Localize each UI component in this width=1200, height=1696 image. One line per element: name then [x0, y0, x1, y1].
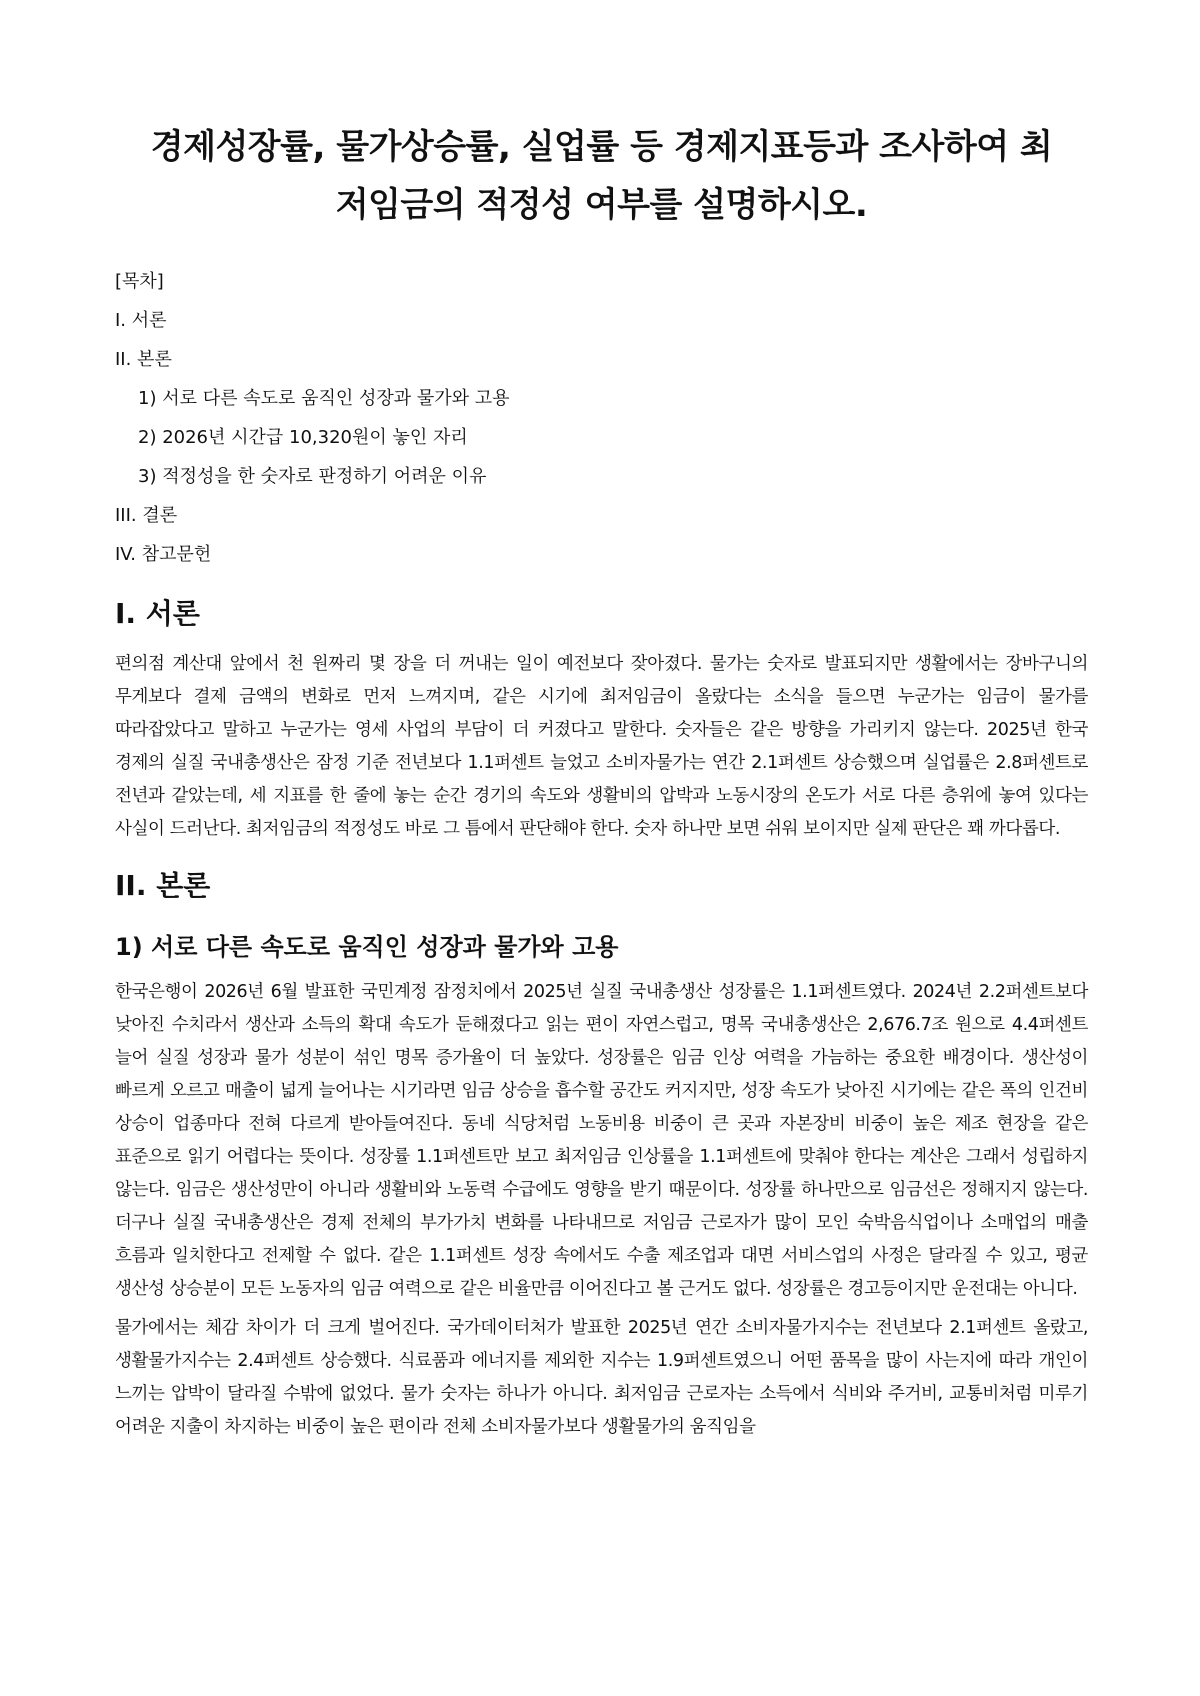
toc-item-body: II. 본론: [115, 349, 172, 370]
toc-subitem-1: 1) 서로 다른 속도로 움직인 성장과 물가와 고용: [138, 388, 510, 409]
toc-item-conclusion: III. 결론: [115, 505, 178, 526]
table-of-contents: [115, 262, 1088, 574]
body-paragraph: 한국은행이 2026년 6월 발표한 국민계정 잠정치에서 2025년 실질 국내총생산 성장률은 1.1퍼센트였다. 2024년 2.2퍼센트보다 낮아진 수치라서 생산과 소득의 확대 속도가 둔해졌다고 읽는 편이 자연스럽고, 명목 국내총생산은 2,676.7조 원으로 4.4퍼센트 늘어 실질 성장과 물가 성분이 섞인 명목 증가율이 더 높았다. 성장률은 임금 인상 여력을 가늠하는 중요한 배경이다. 생산성이 빠르게 오르고 매출이 넓게 늘어나는 시기라면 임금 상승을 흡수할 공간도 커지지만, 성장 속도가 낮아진 시기에는 같은 폭의 인건비 상승이 업종마다 전혀 다르게 받아들여진다. 동네 식당처럼 노동비용 비중이 큰 곳과 자본장비 비중이 높은 제조 현장을 같은 표준으로 읽기 어렵다는 뜻이다. 성장률 1.1퍼센트만 보고 최저임금 인상률을 1.1퍼센트에 맞춰야 한다는 계산은 그래서 성립하지 않는다. 임금은 생산성만이 아니라 생활비와 노동력 수급에도 영향을 받기 때문이다. 성장률 하나만으로 임금선은 정해지지 않는다. 더구나 실질 국내총생산은 경제 전체의 부가가치 변화를 나타내므로 저임금 근로자가 많이 모인 숙박음식업이나 소매업의 매출 흐름과 일치한다고 전제할 수 없다. 같은 1.1퍼센트 성장 속에서도 수출 제조업과 대면 서비스업의 사정은 달라질 수 있고, 평균 생산성 상승분이 모든 노동자의 임금 여력으로 같은 비율만큼 이어진다고 볼 근거도 없다. 성장률은 경고등이지만 운전대는 아니다.: [115, 982, 1088, 1299]
document-title: 경제성장률, 물가상승률, 실업률 등 경제지표등과 조사하여 최저임금의 적정성 여부를 설명하시오.: [150, 127, 1053, 225]
toc-item-intro: I. 서론: [115, 310, 167, 331]
intro-paragraph: 편의점 계산대 앞에서 천 원짜리 몇 장을 더 꺼내는 일이 예전보다 잦아졌다. 물가는 숫자로 발표되지만 생활에서는 장바구니의 무게보다 결제 금액의 변화로 먼저 느껴지며, 같은 시기에 최저임금이 올랐다는 소식을 들으면 누군가는 임금이 물가를 따라잡았다고 말하고 누군가는 영세 사업의 부담이 더 커졌다고 말한다. 숫자들은 같은 방향을 가리키지 않는다. 2025년 한국 경제의 실질 국내총생산은 잠정 기준 전년보다 1.1퍼센트 늘었고 소비자물가는 연간 2.1퍼센트 상승했으며 실업률은 2.8퍼센트로 전년과 같았는데, 세 지표를 한 줄에 놓는 순간 경기의 속도와 생활비의 압박과 노동시장의 온도가 서로 다른 층위에 놓여 있다는 사실이 드러난다. 최저임금의 적정성도 바로 그 틈에서 판단해야 한다. 숫자 하나만 보면 쉬워 보이지만 실제 판단은 꽤 까다롭다.: [115, 654, 1088, 839]
toc-subitem-3: 3) 적정성을 한 숫자로 판정하기 어려운 이유: [138, 466, 487, 487]
subsection-heading-1: 1) 서로 다른 속도로 움직인 성장과 물가와 고용: [115, 933, 619, 961]
toc-heading: [목차]: [115, 271, 164, 292]
toc-item-references: IV. 참고문헌: [115, 544, 212, 565]
toc-subitem-2: 2) 2026년 시간급 10,320원이 놓인 자리: [138, 427, 468, 448]
body-paragraph: 물가에서는 체감 차이가 더 크게 벌어진다. 국가데이터처가 발표한 2025년 연간 소비자물가지수는 전년보다 2.1퍼센트 올랐고, 생활물가지수는 2.4퍼센트 상승했다. 식료품과 에너지를 제외한 지수는 1.9퍼센트였으니 어떤 품목을 많이 사는지에 따라 개인이 느끼는 압박이 달라질 수밖에 없었다. 물가 숫자는 하나가 아니다. 최저임금 근로자는 소득에서 식비와 주거비, 교통비처럼 미루기 어려운 지출이 차지하는 비중이 높은 편이라 전체 소비자물가보다 생활물가의 움직임을: [115, 1318, 1088, 1437]
section-heading-body: II. 본론: [115, 869, 211, 902]
section-heading-intro: I. 서론: [115, 597, 200, 630]
